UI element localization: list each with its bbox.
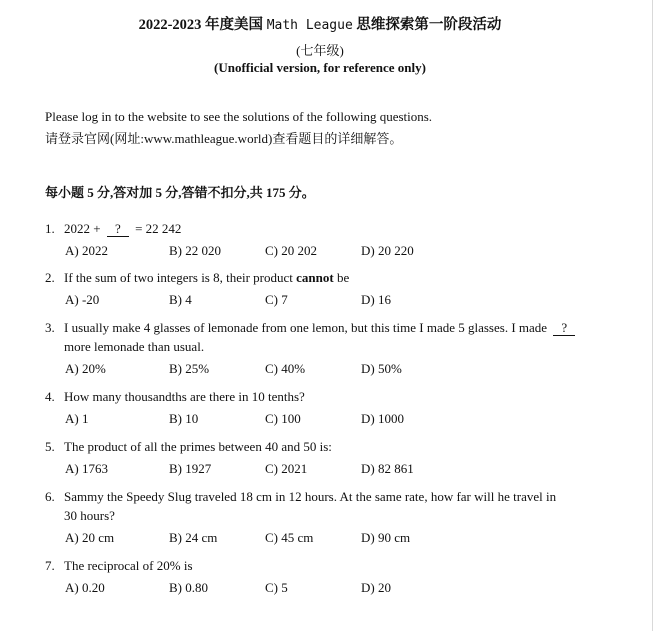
option-a: A) 1763 bbox=[65, 461, 108, 476]
option-c: C) 40% bbox=[265, 361, 306, 376]
options-6 bbox=[65, 530, 585, 549]
option-b: B) 0.80 bbox=[169, 580, 208, 595]
intro-chinese: 请登录官网(网址:www.mathleague.world)查看题目的详细解答。 bbox=[45, 131, 403, 146]
options-4 bbox=[65, 411, 585, 430]
question-text: How many thousandths are there in 10 tenths? bbox=[64, 389, 305, 404]
option-d: D) 20 bbox=[361, 580, 391, 595]
question-number: 1. bbox=[45, 221, 55, 236]
option-c: C) 2021 bbox=[265, 461, 308, 476]
question-text: be bbox=[336, 270, 350, 285]
option-a: A) 20% bbox=[65, 361, 106, 376]
answer-blank: ? bbox=[107, 222, 129, 237]
page-edge-divider bbox=[652, 0, 653, 631]
question-number: 3. bbox=[45, 320, 55, 335]
question-number: 7. bbox=[45, 558, 55, 573]
option-b: B) 1927 bbox=[169, 461, 212, 476]
question-6 bbox=[45, 487, 605, 525]
option-b: B) 10 bbox=[169, 411, 199, 426]
question-text: If the sum of two integers is 8, their product bbox=[64, 270, 293, 285]
options-2 bbox=[65, 292, 585, 311]
option-b: B) 4 bbox=[169, 292, 192, 307]
option-a: A) 2022 bbox=[65, 243, 108, 258]
question-number: 4. bbox=[45, 389, 55, 404]
question-5 bbox=[45, 437, 605, 456]
option-d: D) 1000 bbox=[361, 411, 404, 426]
question-text: The product of all the primes between 40 and 50 is: bbox=[64, 439, 332, 454]
title-suffix: 思维探索第一阶段活动 bbox=[356, 17, 502, 33]
option-d: D) 82 861 bbox=[361, 461, 414, 476]
option-d: D) 16 bbox=[361, 292, 391, 307]
option-d: D) 90 cm bbox=[361, 530, 411, 545]
question-number: 6. bbox=[45, 489, 55, 504]
question-text: Sammy the Speedy Slug traveled 18 cm in 12 hours. At the same rate, how far will he travel in bbox=[64, 489, 557, 504]
option-c: C) 5 bbox=[265, 580, 288, 595]
options-5 bbox=[65, 461, 585, 480]
options-1 bbox=[65, 243, 585, 262]
page-title bbox=[0, 13, 640, 34]
question-4 bbox=[45, 387, 605, 406]
option-c: C) 100 bbox=[265, 411, 301, 426]
grade-label: (七年级) bbox=[296, 43, 344, 58]
option-c: C) 7 bbox=[265, 292, 288, 307]
option-c: C) 45 cm bbox=[265, 530, 314, 545]
subtitle: (Unofficial version, for reference only) bbox=[214, 60, 426, 75]
option-a: A) -20 bbox=[65, 292, 100, 307]
question-text-line2: more lemonade than usual. bbox=[64, 339, 205, 354]
intro-english: Please log in to the website to see the solutions of the following questions. bbox=[45, 109, 433, 124]
question-text: The reciprocal of 20% is bbox=[64, 558, 193, 573]
option-d: D) 50% bbox=[361, 361, 402, 376]
title-prefix: 2022-2023 年度美国 bbox=[138, 17, 264, 33]
question-text: = 22 242 bbox=[135, 221, 182, 236]
options-7 bbox=[65, 580, 585, 599]
question-text: I usually make 4 glasses of lemonade from one lemon, but this time I made 5 glasses. I made bbox=[64, 320, 548, 335]
question-number: 5. bbox=[45, 439, 55, 454]
question-emphasis: cannot bbox=[296, 270, 334, 285]
option-a: A) 1 bbox=[65, 411, 89, 426]
option-a: A) 20 cm bbox=[65, 530, 115, 545]
option-b: B) 22 020 bbox=[169, 243, 221, 258]
question-7 bbox=[45, 556, 605, 575]
answer-blank: ? bbox=[553, 321, 575, 336]
option-b: B) 25% bbox=[169, 361, 210, 376]
question-text: 2022 + bbox=[64, 221, 101, 236]
question-3 bbox=[45, 318, 605, 356]
options-3 bbox=[65, 361, 585, 380]
title-mid: Math League bbox=[266, 18, 353, 33]
option-b: B) 24 cm bbox=[169, 530, 218, 545]
question-1 bbox=[45, 219, 605, 238]
question-2 bbox=[45, 268, 605, 287]
option-a: A) 0.20 bbox=[65, 580, 105, 595]
question-text-line2: 30 hours? bbox=[64, 508, 115, 523]
question-number: 2. bbox=[45, 270, 55, 285]
option-c: C) 20 202 bbox=[265, 243, 317, 258]
option-d: D) 20 220 bbox=[361, 243, 414, 258]
scoring-rules: 每小题 5 分,答对加 5 分,答错不扣分,共 175 分。 bbox=[45, 185, 315, 200]
